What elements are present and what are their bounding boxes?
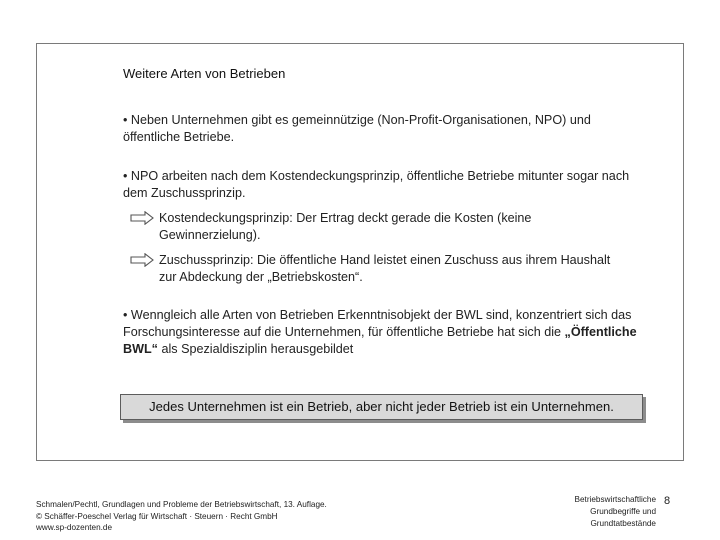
key-statement-box: Jedes Unternehmen ist ein Betrieb, aber nicht jeder Betrieb ist ein Unternehmen.: [120, 394, 643, 420]
chapter-line: Grundtatbestände: [590, 519, 656, 528]
footer-citation: [36, 499, 327, 534]
paragraph-principles: • NPO arbeiten nach dem Kostendeckungsprinzip, öffentliche Betriebe mitunter sogar nach dem Zuschussprinzip.: [123, 169, 630, 200]
paragraph-text: als Spezialdisziplin herausgebildet: [157, 342, 354, 356]
citation-line: www.sp-dozenten.de: [36, 523, 113, 532]
paragraph-public-bwl: [123, 307, 643, 358]
citation-line: © Schäffer-Poeschel Verlag für Wirtschaft · Steuern · Recht GmbH: [36, 511, 278, 521]
paragraph-text: • Wenngleich alle Arten von Betrieben Erkenntnisobjekt der BWL sind, konzentriert sich das Forschungsinteresse auf die Unternehmen, für öffentliche Betriebe hat sich die: [123, 308, 632, 339]
citation-line: Schmalen/Pechtl, Grundlagen und Probleme der Betriebswirtschaft, 13. Auflage.: [36, 500, 327, 509]
right-arrow-icon: [130, 253, 154, 267]
chapter-line: Grundbegriffe und: [590, 507, 656, 516]
paragraph-npo-intro: • Neben Unternehmen gibt es gemeinnützige (Non-Profit-Organisationen, NPO) und öffentliche Betriebe.: [123, 113, 591, 144]
slide-title: Weitere Arten von Betrieben: [123, 66, 286, 81]
page-number: 8: [664, 495, 671, 507]
footer-chapter: [548, 494, 656, 530]
emphasized-term: „Öffentliche BWL“: [123, 325, 637, 356]
arrow-item-zuschuss: [130, 252, 630, 286]
arrow-item-text: Zuschussprinzip: Die öffentliche Hand leistet einen Zuschuss aus ihrem Haushalt zur Abdeckung der „Betriebskosten“.: [159, 253, 611, 284]
arrow-item-text: Kostendeckungsprinzip: Der Ertrag deckt gerade die Kosten (keine Gewinnerzielung).: [159, 211, 532, 242]
arrow-item-kostendeckung: [130, 210, 630, 244]
right-arrow-icon: [130, 211, 154, 225]
chapter-line: Betriebswirtschaftliche: [574, 495, 656, 504]
